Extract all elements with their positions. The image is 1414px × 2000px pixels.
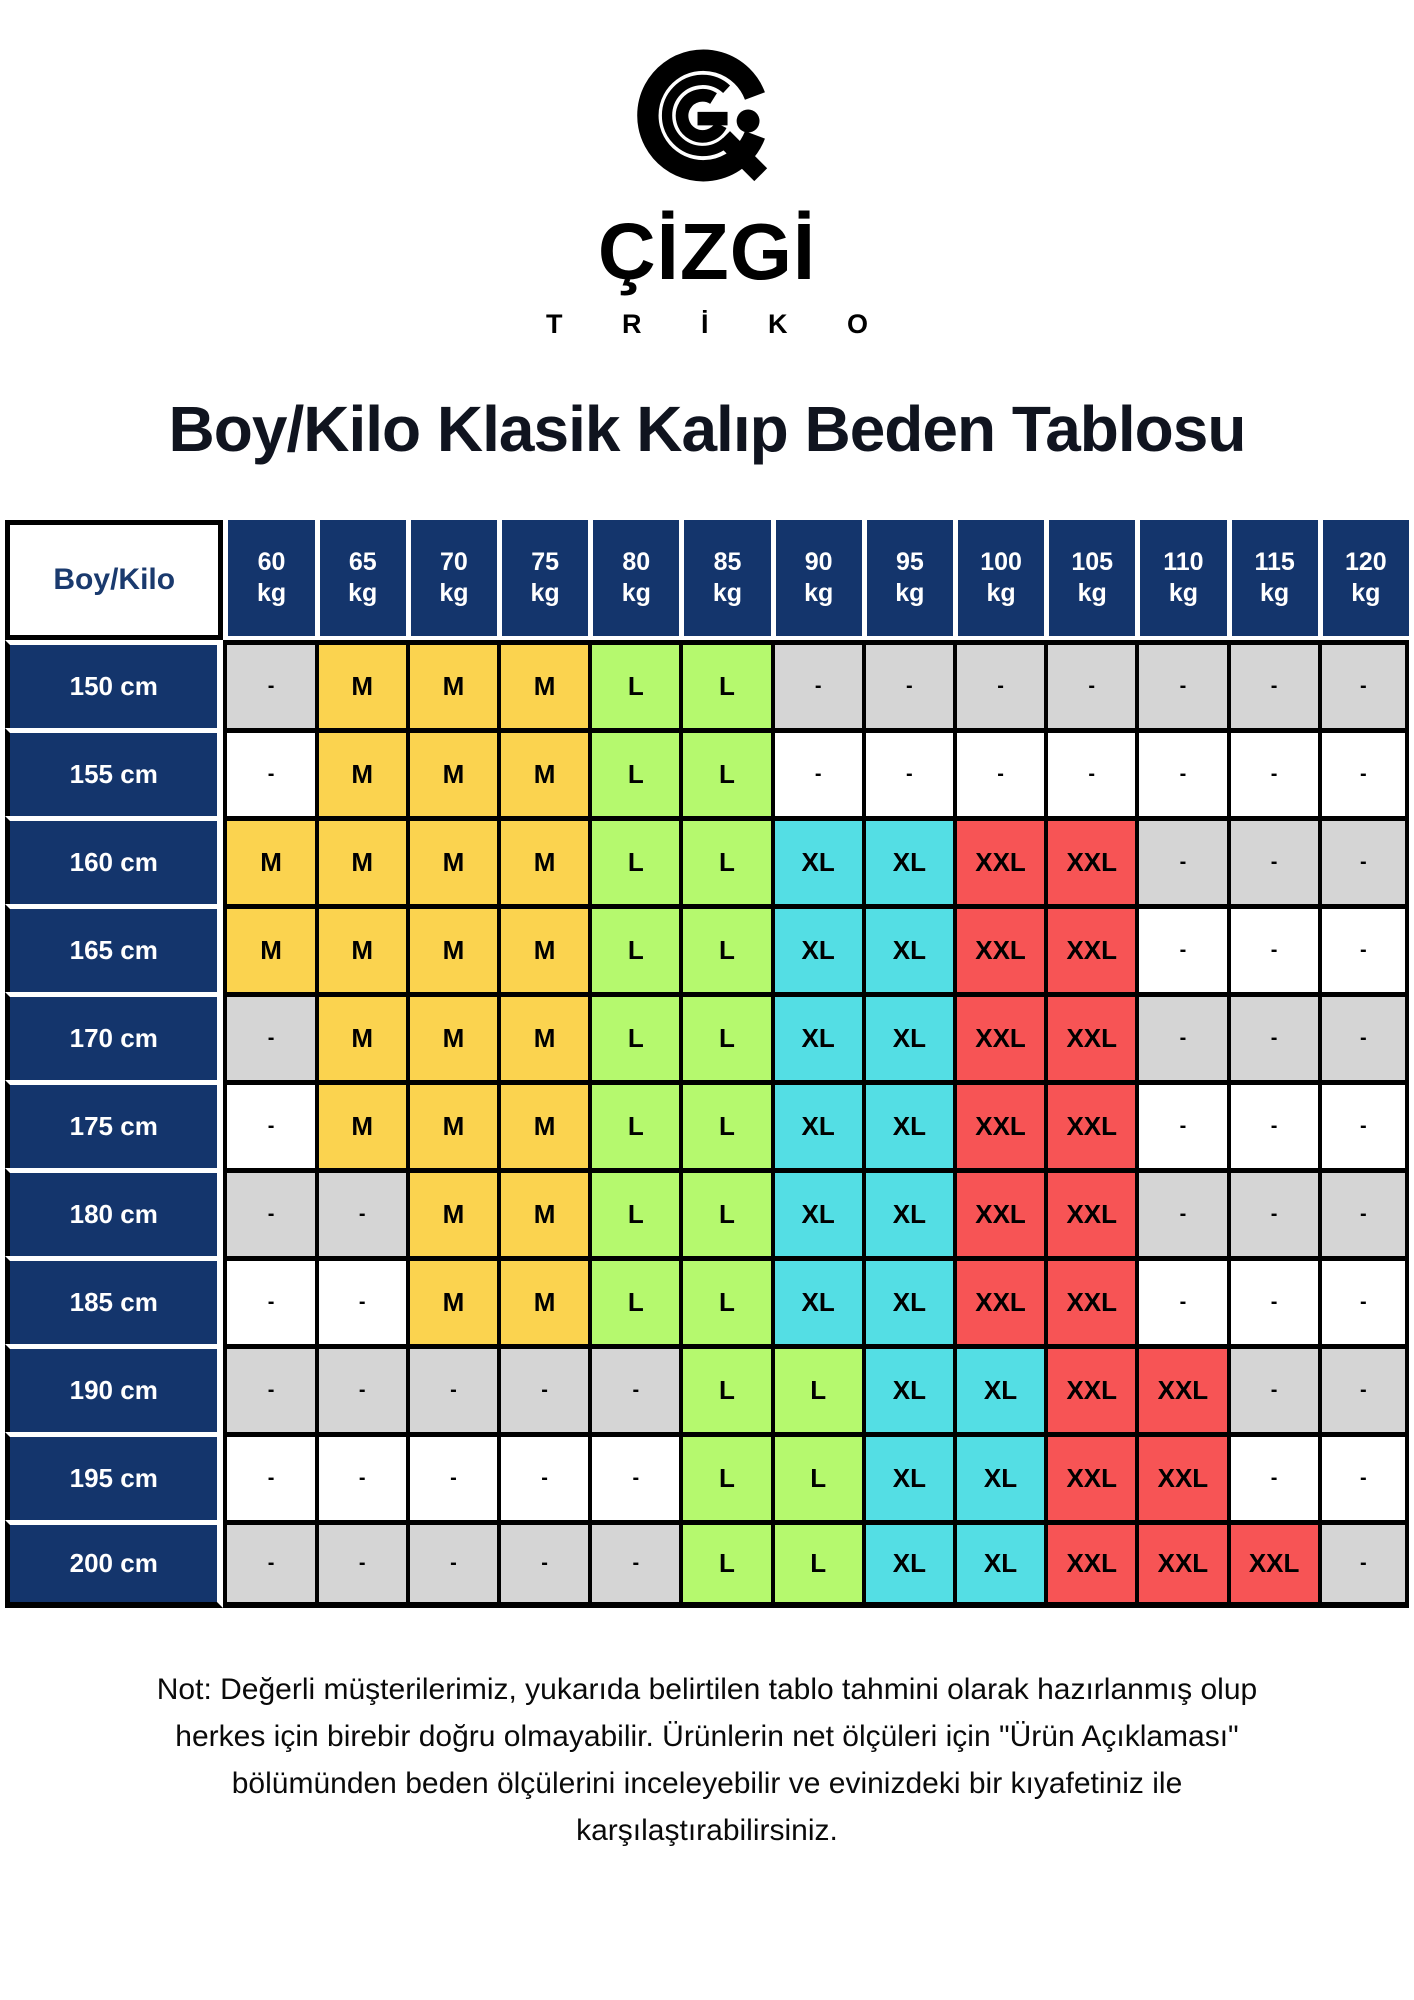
- size-cell-empty: -: [223, 1080, 314, 1168]
- size-cell-xl: XL: [771, 1080, 862, 1168]
- size-cell-l: L: [588, 992, 679, 1080]
- size-cell-l: L: [679, 640, 770, 728]
- size-cell-xl: XL: [771, 992, 862, 1080]
- size-cell-m: M: [406, 1168, 497, 1256]
- col-header-75-kg: 75 kg: [497, 520, 588, 640]
- size-cell-empty: -: [1135, 1168, 1226, 1256]
- size-cell-empty: -: [1227, 1168, 1318, 1256]
- size-cell-empty: -: [1318, 1520, 1409, 1608]
- size-cell-empty: -: [406, 1520, 497, 1608]
- size-cell-l: L: [679, 992, 770, 1080]
- size-cell-empty: -: [406, 1432, 497, 1520]
- size-cell-xl: XL: [771, 816, 862, 904]
- size-cell-l: L: [679, 816, 770, 904]
- size-cell-empty: -: [497, 1432, 588, 1520]
- row-header-175-cm: 175 cm: [5, 1080, 223, 1168]
- size-cell-empty: -: [1227, 1080, 1318, 1168]
- size-cell-l: L: [588, 904, 679, 992]
- size-cell-empty: -: [1227, 728, 1318, 816]
- table-row-160-cm: [5, 816, 1409, 904]
- row-header-190-cm: 190 cm: [5, 1344, 223, 1432]
- size-cell-empty: -: [315, 1168, 406, 1256]
- row-header-200-cm: 200 cm: [5, 1520, 223, 1608]
- size-cell-xl: XL: [771, 904, 862, 992]
- row-header-165-cm: 165 cm: [5, 904, 223, 992]
- size-cell-l: L: [679, 1344, 770, 1432]
- size-cell-m: M: [315, 992, 406, 1080]
- size-cell-m: M: [315, 728, 406, 816]
- col-header-70-kg: 70 kg: [406, 520, 497, 640]
- size-cell-xxl: XXL: [1044, 1344, 1135, 1432]
- size-cell-m: M: [497, 728, 588, 816]
- size-cell-m: M: [497, 640, 588, 728]
- size-cell-l: L: [679, 1520, 770, 1608]
- col-header-65-kg: 65 kg: [315, 520, 406, 640]
- col-header-85-kg: 85 kg: [679, 520, 770, 640]
- size-cell-empty: -: [223, 1344, 314, 1432]
- size-cell-m: M: [223, 816, 314, 904]
- size-cell-l: L: [588, 640, 679, 728]
- size-cell-empty: -: [223, 1520, 314, 1608]
- size-cell-empty: -: [1318, 992, 1409, 1080]
- col-header-115-kg: 115 kg: [1227, 520, 1318, 640]
- size-cell-empty: -: [1227, 1432, 1318, 1520]
- size-cell-xxl: XXL: [1044, 904, 1135, 992]
- size-cell-xxl: XXL: [1227, 1520, 1318, 1608]
- size-cell-m: M: [406, 1080, 497, 1168]
- col-header-90-kg: 90 kg: [771, 520, 862, 640]
- size-cell-empty: -: [406, 1344, 497, 1432]
- footnote-line: Not: Değerli müşterilerimiz, yukarıda belirtilen tablo tahmini olarak hazırlanmış olup: [156, 1673, 1258, 1706]
- size-cell-xl: XL: [862, 1520, 953, 1608]
- size-cell-xl: XL: [862, 992, 953, 1080]
- size-cell-xxl: XXL: [953, 1256, 1044, 1344]
- size-cell-l: L: [588, 1080, 679, 1168]
- size-cell-empty: -: [1135, 1256, 1226, 1344]
- size-cell-xl: XL: [953, 1432, 1044, 1520]
- size-cell-empty: -: [1227, 992, 1318, 1080]
- row-header-155-cm: 155 cm: [5, 728, 223, 816]
- size-cell-m: M: [406, 1256, 497, 1344]
- size-cell-m: M: [406, 992, 497, 1080]
- table-row-190-cm: [5, 1344, 1409, 1432]
- table-row-165-cm: [5, 904, 1409, 992]
- size-cell-empty: -: [223, 1432, 314, 1520]
- table-row-180-cm: [5, 1168, 1409, 1256]
- size-cell-empty: -: [588, 1432, 679, 1520]
- size-cell-empty: -: [1318, 1168, 1409, 1256]
- size-cell-xxl: XXL: [1135, 1432, 1226, 1520]
- size-cell-empty: -: [223, 992, 314, 1080]
- size-cell-xxl: XXL: [953, 1168, 1044, 1256]
- size-cell-m: M: [497, 904, 588, 992]
- size-cell-xxl: XXL: [1044, 1256, 1135, 1344]
- size-cell-l: L: [771, 1520, 862, 1608]
- size-cell-empty: -: [771, 728, 862, 816]
- size-cell-xxl: XXL: [1044, 1080, 1135, 1168]
- size-cell-m: M: [315, 816, 406, 904]
- size-cell-xxl: XXL: [1044, 1168, 1135, 1256]
- size-cell-l: L: [588, 1168, 679, 1256]
- row-header-180-cm: 180 cm: [5, 1168, 223, 1256]
- size-cell-empty: -: [1227, 904, 1318, 992]
- table-row-175-cm: [5, 1080, 1409, 1168]
- row-header-160-cm: 160 cm: [5, 816, 223, 904]
- size-cell-m: M: [497, 816, 588, 904]
- size-cell-xl: XL: [862, 1168, 953, 1256]
- size-cell-empty: -: [1227, 640, 1318, 728]
- size-cell-m: M: [315, 904, 406, 992]
- size-cell-m: M: [406, 816, 497, 904]
- size-cell-xxl: XXL: [1135, 1344, 1226, 1432]
- size-cell-m: M: [315, 1080, 406, 1168]
- size-cell-l: L: [588, 728, 679, 816]
- size-cell-empty: -: [1318, 728, 1409, 816]
- size-cell-xxl: XXL: [953, 816, 1044, 904]
- size-cell-m: M: [497, 1080, 588, 1168]
- size-cell-l: L: [771, 1432, 862, 1520]
- row-header-150-cm: 150 cm: [5, 640, 223, 728]
- size-cell-empty: -: [315, 1256, 406, 1344]
- size-cell-empty: -: [1318, 816, 1409, 904]
- size-cell-empty: -: [1135, 728, 1226, 816]
- size-cell-m: M: [497, 1256, 588, 1344]
- size-cell-empty: -: [1318, 640, 1409, 728]
- size-cell-m: M: [406, 728, 497, 816]
- size-cell-empty: -: [1227, 1344, 1318, 1432]
- size-cell-empty: -: [953, 640, 1044, 728]
- size-cell-m: M: [497, 1168, 588, 1256]
- size-cell-empty: -: [1044, 728, 1135, 816]
- size-cell-empty: -: [223, 1168, 314, 1256]
- size-cell-l: L: [679, 1256, 770, 1344]
- size-cell-empty: -: [1227, 816, 1318, 904]
- size-cell-empty: -: [315, 1520, 406, 1608]
- size-cell-empty: -: [1135, 640, 1226, 728]
- size-cell-empty: -: [588, 1344, 679, 1432]
- size-cell-empty: -: [223, 1256, 314, 1344]
- size-cell-empty: -: [1044, 640, 1135, 728]
- size-cell-empty: -: [497, 1344, 588, 1432]
- table-row-185-cm: [5, 1256, 1409, 1344]
- table-row-150-cm: [5, 640, 1409, 728]
- table-row-200-cm: [5, 1520, 1409, 1608]
- size-cell-xl: XL: [771, 1256, 862, 1344]
- table-row-155-cm: [5, 728, 1409, 816]
- size-cell-empty: -: [1318, 1432, 1409, 1520]
- size-cell-empty: -: [315, 1432, 406, 1520]
- size-cell-empty: -: [497, 1520, 588, 1608]
- size-cell-m: M: [406, 640, 497, 728]
- size-cell-empty: -: [953, 728, 1044, 816]
- size-cell-empty: -: [1135, 992, 1226, 1080]
- size-cell-xxl: XXL: [1044, 816, 1135, 904]
- size-cell-empty: -: [1318, 1344, 1409, 1432]
- size-cell-empty: -: [862, 728, 953, 816]
- col-header-120-kg: 120 kg: [1318, 520, 1409, 640]
- col-header-60-kg: 60 kg: [223, 520, 314, 640]
- size-cell-xl: XL: [862, 816, 953, 904]
- brand-logo: [0, 0, 1414, 340]
- size-cell-xl: XL: [953, 1520, 1044, 1608]
- table-row-195-cm: [5, 1432, 1409, 1520]
- size-cell-empty: -: [1318, 1256, 1409, 1344]
- row-header-170-cm: 170 cm: [5, 992, 223, 1080]
- brand-name: ÇİZGİ: [597, 207, 817, 296]
- size-cell-xxl: XXL: [953, 992, 1044, 1080]
- size-table: [5, 520, 1409, 1608]
- size-cell-xl: XL: [953, 1344, 1044, 1432]
- size-cell-empty: -: [1318, 1080, 1409, 1168]
- size-cell-xl: XL: [862, 1344, 953, 1432]
- page-title: Boy/Kilo Klasik Kalıp Beden Tablosu: [168, 393, 1246, 465]
- size-cell-xxl: XXL: [1135, 1520, 1226, 1608]
- size-cell-xl: XL: [771, 1168, 862, 1256]
- col-header-95-kg: 95 kg: [862, 520, 953, 640]
- size-cell-l: L: [679, 728, 770, 816]
- size-cell-empty: -: [588, 1520, 679, 1608]
- size-cell-l: L: [679, 1080, 770, 1168]
- cizgi-g-monogram-icon: [628, 42, 786, 200]
- size-cell-empty: -: [223, 640, 314, 728]
- size-table-container: [5, 520, 1409, 1608]
- brand-subtitle: T R İ K O: [546, 309, 894, 339]
- size-cell-l: L: [588, 1256, 679, 1344]
- size-cell-l: L: [679, 904, 770, 992]
- size-cell-l: L: [679, 1168, 770, 1256]
- size-cell-l: L: [679, 1432, 770, 1520]
- size-cell-xxl: XXL: [1044, 992, 1135, 1080]
- size-cell-empty: -: [862, 640, 953, 728]
- size-cell-xxl: XXL: [1044, 1520, 1135, 1608]
- size-cell-xl: XL: [862, 1432, 953, 1520]
- size-cell-xl: XL: [862, 904, 953, 992]
- size-cell-xxl: XXL: [953, 1080, 1044, 1168]
- size-cell-m: M: [406, 904, 497, 992]
- size-cell-l: L: [588, 816, 679, 904]
- size-cell-empty: -: [315, 1344, 406, 1432]
- col-header-110-kg: 110 kg: [1135, 520, 1226, 640]
- size-cell-xxl: XXL: [1044, 1432, 1135, 1520]
- size-cell-m: M: [223, 904, 314, 992]
- corner-header-boy-kilo: Boy/Kilo: [5, 520, 223, 640]
- size-cell-empty: -: [1135, 904, 1226, 992]
- size-cell-m: M: [497, 992, 588, 1080]
- footnote-line: bölümünden beden ölçülerini inceleyebilir ve evinizdeki bir kıyafetiniz ile: [231, 1767, 1183, 1800]
- col-header-105-kg: 105 kg: [1044, 520, 1135, 640]
- row-header-195-cm: 195 cm: [5, 1432, 223, 1520]
- size-cell-l: L: [771, 1344, 862, 1432]
- col-header-100-kg: 100 kg: [953, 520, 1044, 640]
- size-cell-empty: -: [1318, 904, 1409, 992]
- size-cell-xxl: XXL: [953, 904, 1044, 992]
- table-row-170-cm: [5, 992, 1409, 1080]
- size-cell-xl: XL: [862, 1080, 953, 1168]
- footnote: [0, 1666, 1414, 1854]
- col-header-80-kg: 80 kg: [588, 520, 679, 640]
- row-header-185-cm: 185 cm: [5, 1256, 223, 1344]
- footnote-line: herkes için birebir doğru olmayabilir. Ürünlerin net ölçüleri için "Ürün Açıklaması": [175, 1720, 1239, 1753]
- size-cell-empty: -: [1135, 1080, 1226, 1168]
- footnote-line: karşılaştırabilirsiniz.: [576, 1814, 838, 1847]
- size-cell-xl: XL: [862, 1256, 953, 1344]
- size-cell-empty: -: [1227, 1256, 1318, 1344]
- size-cell-empty: -: [771, 640, 862, 728]
- size-cell-m: M: [315, 640, 406, 728]
- size-cell-empty: -: [223, 728, 314, 816]
- size-cell-empty: -: [1135, 816, 1226, 904]
